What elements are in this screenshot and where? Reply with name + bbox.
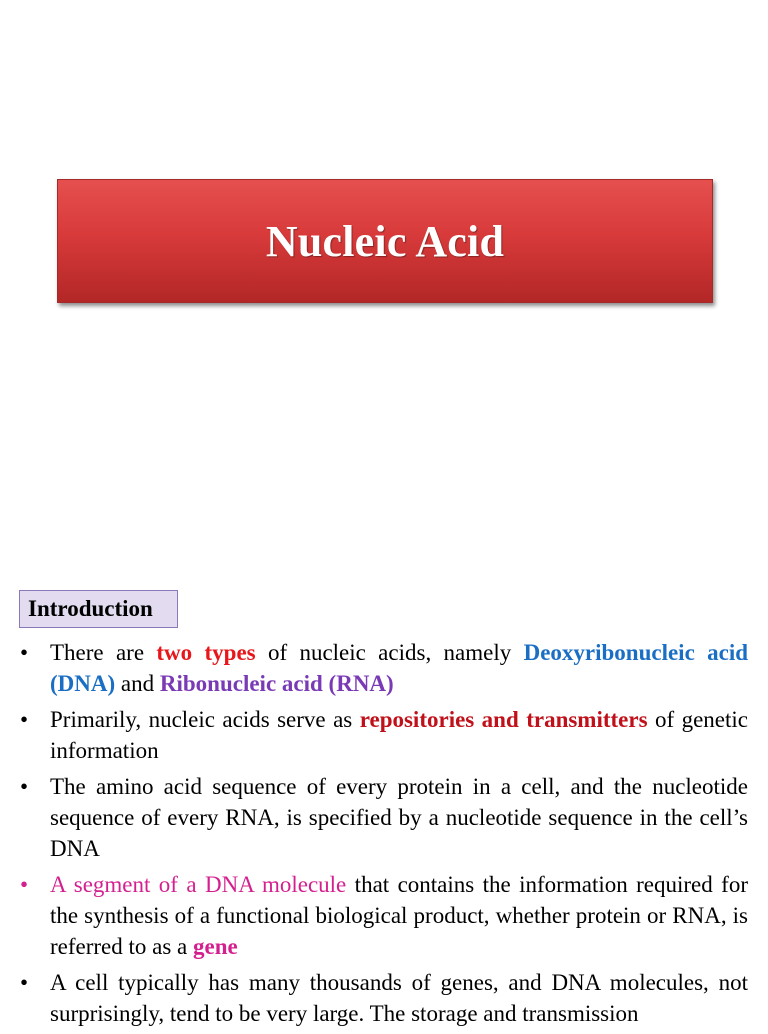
bullet-item [20, 637, 748, 699]
bullet-marker: • [20, 872, 29, 897]
section-label-box [19, 590, 178, 628]
bullet-item [20, 967, 748, 1029]
title-banner [57, 179, 713, 303]
bullet-text-highlight: two types [156, 640, 256, 665]
bullet-text-highlight: Deoxyribonucleic acid (DNA) [50, 640, 749, 696]
bullet-text-highlight: repositories and transmitters [359, 707, 648, 732]
bullet-text-highlight: Ribonucleic acid (RNA) [159, 671, 394, 696]
bullet-text-highlight: A segment of a DNA molecule [50, 872, 347, 897]
bullet-text-segment: and [115, 671, 160, 696]
section-label: Introduction [28, 596, 153, 621]
slide-title: Nucleic Acid [265, 216, 505, 266]
bullet-text-segment: There are [50, 640, 157, 665]
bullet-list [20, 637, 748, 1034]
bullet-marker: • [20, 707, 29, 732]
bullet-text-highlight: gene [193, 934, 238, 959]
bullet-item [20, 771, 748, 864]
bullet-item [20, 869, 748, 962]
bullet-text-segment: Primarily, nucleic acids serve as [50, 707, 360, 732]
bullet-text-segment: of nucleic acids, namely [255, 640, 524, 665]
bullet-text-segment: The amino acid sequence of every protein in a cell, and the nucleotide sequence of every RNA, is specified by a nucleotide sequence in the cell’s DNA [50, 774, 748, 861]
bullet-item [20, 704, 748, 766]
bullet-text-segment: that contains the information required for the synthesis of a functional biological product, whether protein or RNA, is referred to as a [50, 872, 748, 959]
bullet-text-segment: of genetic information [50, 707, 748, 763]
bullet-marker: • [20, 640, 29, 665]
bullet-marker: • [20, 970, 29, 995]
bullet-marker: • [20, 774, 29, 799]
bullet-text-segment: A cell typically has many thousands of genes, and DNA molecules, not surprisingly, tend to be very large. The storage and transmission [50, 970, 748, 1026]
